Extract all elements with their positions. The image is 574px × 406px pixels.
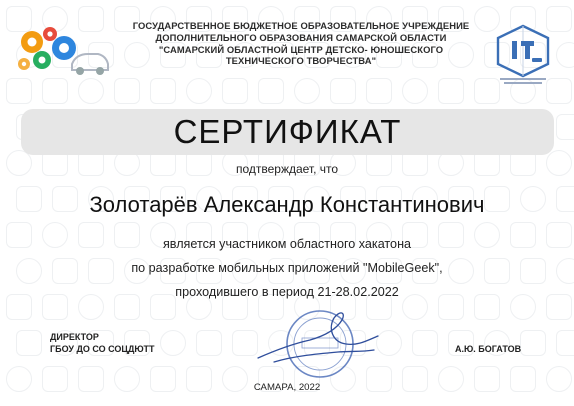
confirm-text: подтверждает, что: [235, 162, 339, 176]
org-line-1: ГОСУДАРСТВЕННОЕ БЮДЖЕТНОЕ ОБРАЗОВАТЕЛЬНОЕ УЧРЕЖДЕНИЕ: [132, 20, 470, 31]
red-gear-icon: [43, 27, 57, 41]
director-title-line-1: ДИРЕКТОР: [50, 332, 99, 342]
green-gear-icon: [33, 51, 51, 69]
participation-line-1: является участником областного хакатона: [162, 237, 412, 251]
participation-line-2: по разработке мобильных приложений "MobileGeek",: [131, 261, 443, 275]
director-title-line-2: ГБОУ ДО СО СОЦДЮТТ: [50, 344, 155, 354]
org-line-2: ДОПОЛНИТЕЛЬНОГО ОБРАЗОВАНИЯ САМАРСКОЙ ОБЛАСТИ: [155, 31, 447, 43]
participation-line-3: проходившего в период 21-28.02.2022: [175, 285, 399, 299]
blue-gear-icon: [52, 36, 76, 60]
orange-gear-icon: [21, 31, 43, 53]
director-title: [50, 331, 154, 355]
signature-icon: [258, 313, 378, 362]
org-line-3: "САМАРСКИЙ ОБЛАСТНОЙ ЦЕНТР ДЕТСКО- ЮНОШЕСКОГО: [158, 43, 444, 55]
small-orange-gear-icon: [18, 58, 30, 70]
organization-header: [118, 20, 484, 67]
it-cube-logo: [488, 22, 558, 86]
recipient-name: Золотарёв Александр Константинович: [89, 192, 485, 217]
gears-and-car-logo: [14, 20, 112, 84]
stamp-with-signature: [254, 300, 384, 392]
car-icon: [72, 54, 108, 75]
org-line-4: ТЕХНИЧЕСКОГО ТВОРЧЕСТВА": [225, 55, 377, 67]
signer-name: А.Ю. БОГАТОВ: [455, 344, 522, 354]
certificate-title: СЕРТИФИКАТ: [173, 113, 402, 150]
city-year: САМАРА, 2022: [253, 382, 321, 393]
